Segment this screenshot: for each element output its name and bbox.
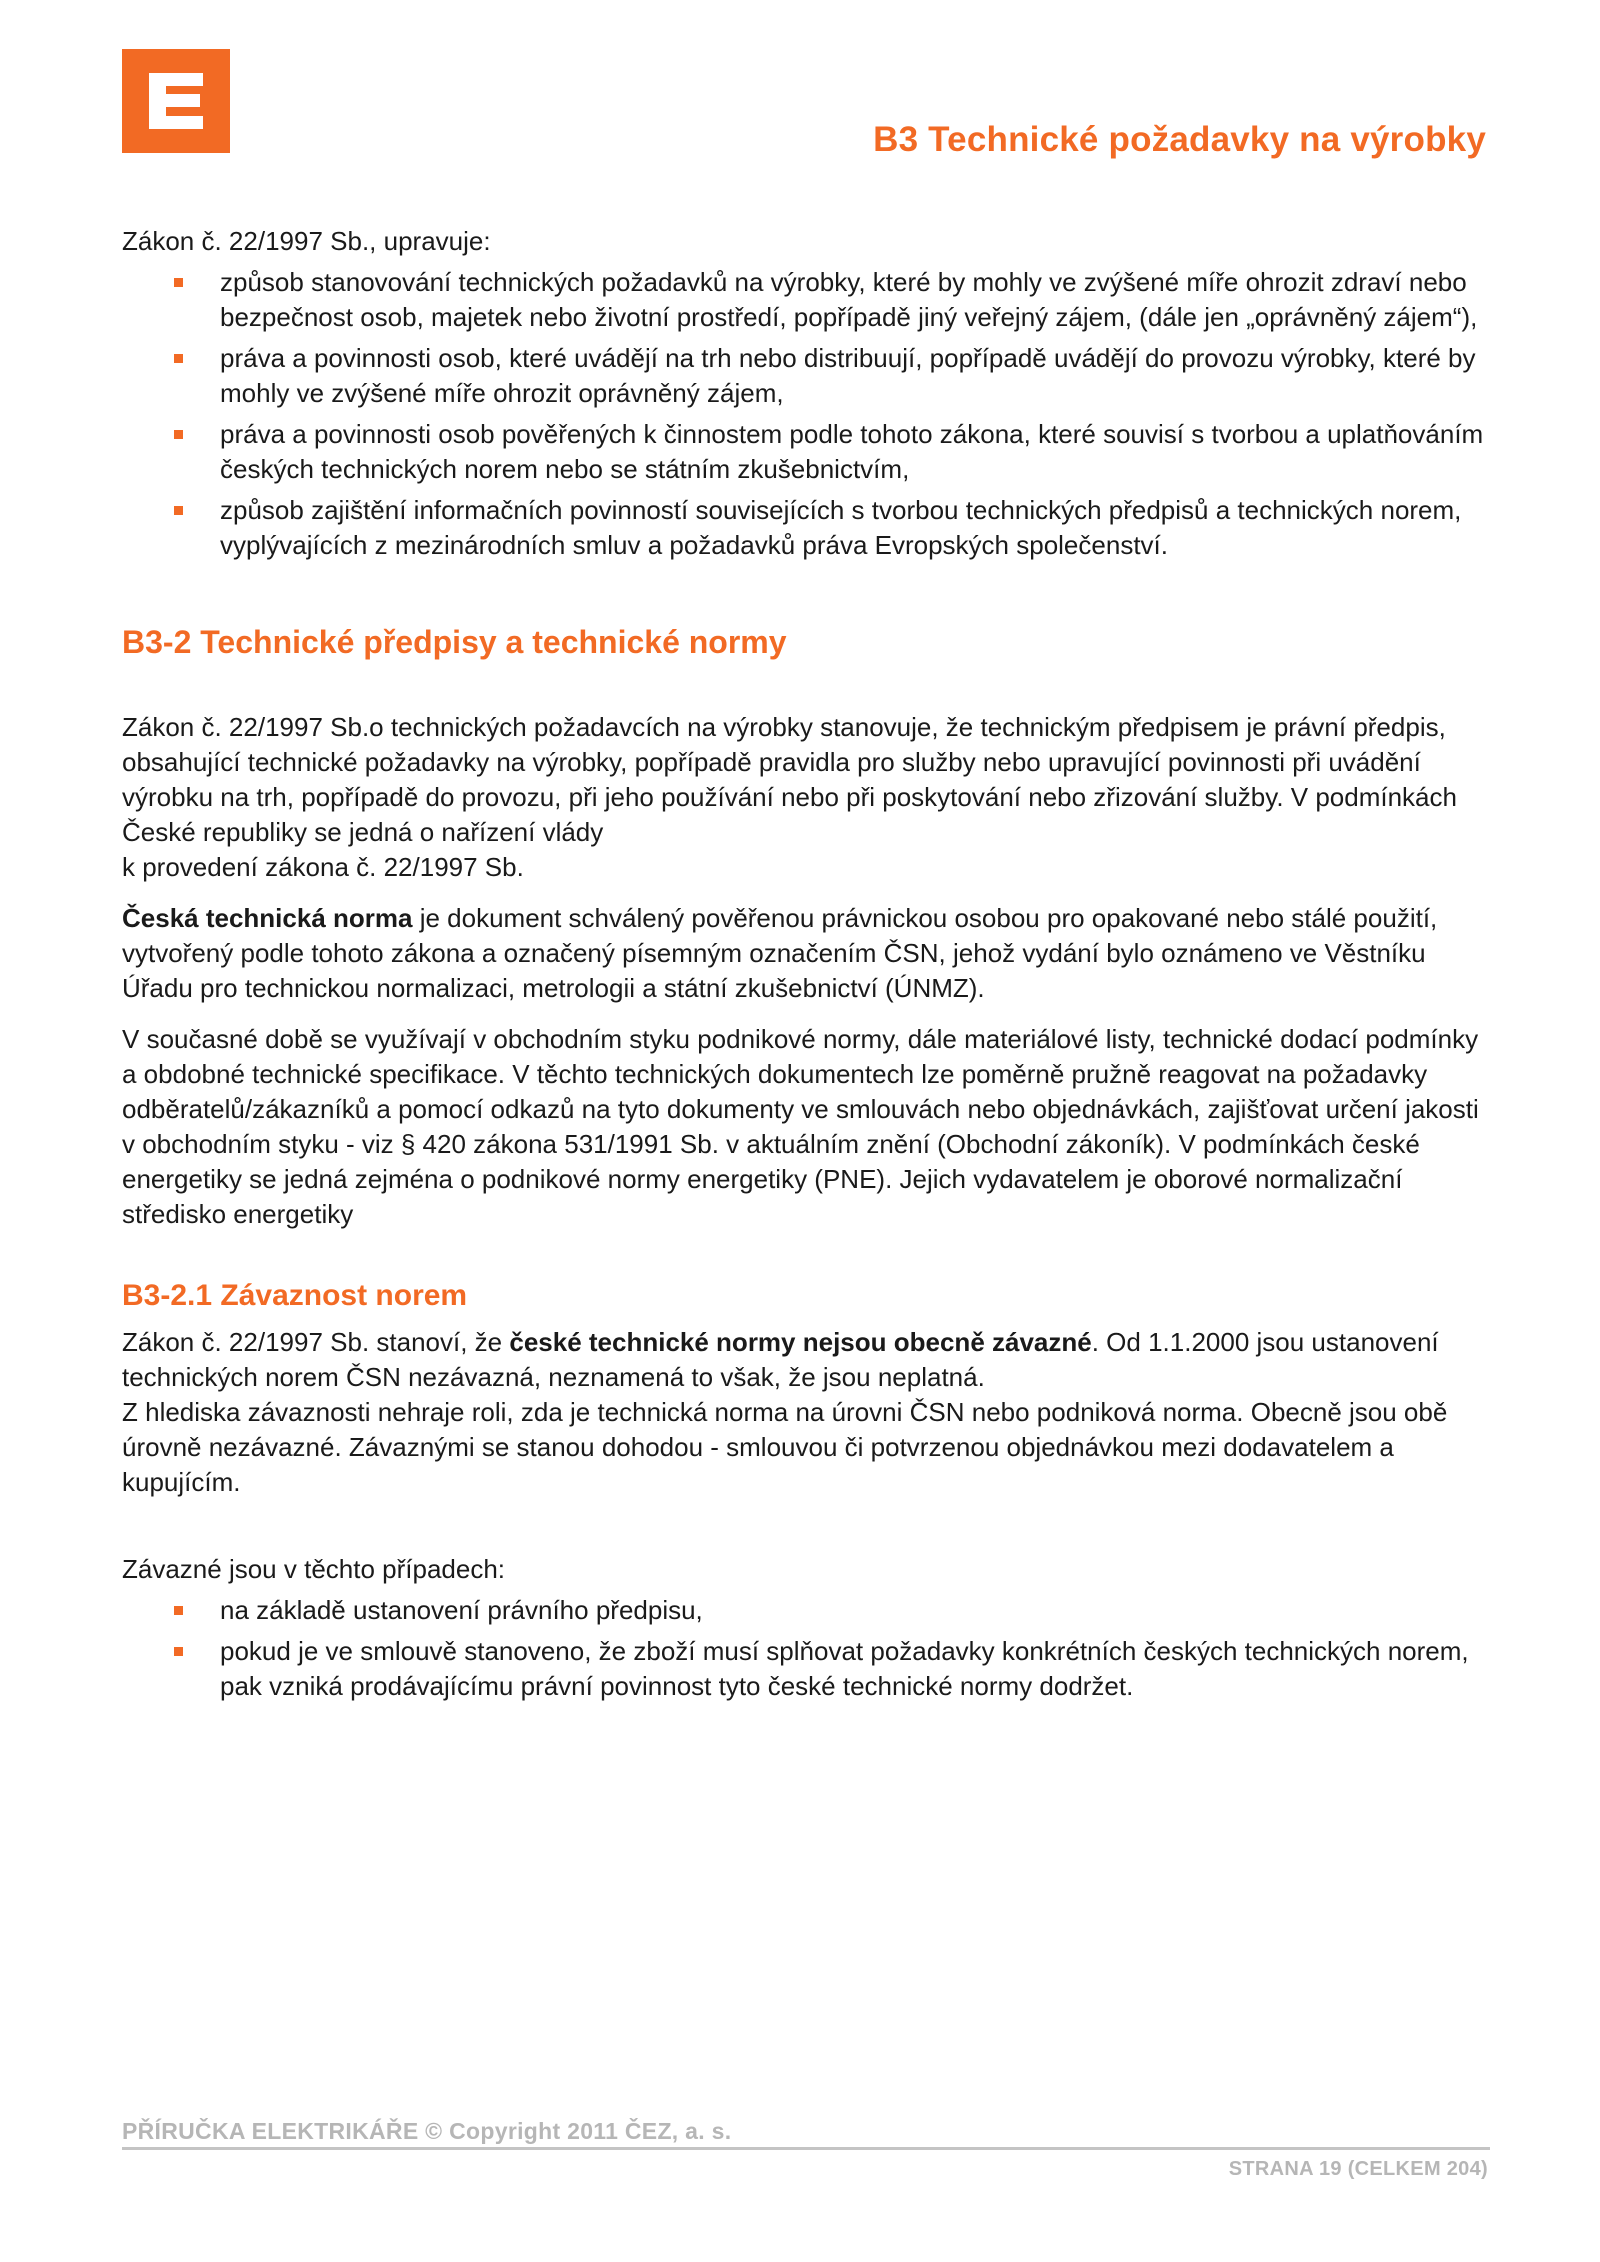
bold-term: Česká technická norma	[122, 903, 413, 933]
section-heading: B3-2 Technické předpisy a technické normy	[122, 624, 787, 660]
binding-cases-list	[122, 1593, 1490, 1704]
paragraph-text: Zákon č. 22/1997 Sb.o technických požadavcích na výrobky stanovuje, že technickým předpisem je právní předpis, obsahující technické požadavky na výrobky, popřípadě pravidla pro služby nebo upravující povinnosti při uvádění výrobku na trh, popřípadě do provozu, při jeho používání nebo při poskytování nebo zřizování služby. V podmínkách České republiky se jedná o nařízení vlády	[122, 712, 1457, 847]
list-item: práva a povinnosti osob pověřených k činnostem podle tohoto zákona, které souvisí s tvorbou a uplatňováním českých technických norem nebo se státním zkušebnictvím,	[122, 417, 1490, 487]
paragraph-text: . Od 1.1.2000 jsou ustanovení technických norem ČSN nezávazná, neznamená to však, že jsou neplatná.	[122, 1327, 1439, 1392]
subsection-heading: B3-2.1 Závaznost norem	[122, 1279, 468, 1312]
paragraph-text: Zákon č. 22/1997 Sb. stanoví, že	[122, 1327, 510, 1357]
paragraph: V současné době se využívají v obchodním styku podnikové normy, dále materiálové listy, technické dodací podmínky a obdobné technické specifikace. V těchto technických dokumentech lze poměrně pružně reagovat na požadavky odběratelů/zákazníků a pomocí odkazů na tyto dokumenty ve smlouvách nebo objednávkách, zajišťovat určení jakosti v obchodním styku - viz § 420 zákona 531/1991 Sb. v aktuálním znění (Obchodní zákoník). V podmínkách české energetiky se jedná zejména o podnikové normy energetiky (PNE). Jejich vydavatelem je oborové normalizační středisko energetiky	[122, 1024, 1479, 1229]
cez-logo	[122, 49, 230, 153]
paragraph	[122, 710, 1490, 885]
list-item: pokud je ve smlouvě stanoveno, že zboží musí splňovat požadavky konkrétních českých technických norem, pak vzniká prodávajícímu právní povinnost tyto české technické normy dodržet.	[122, 1634, 1490, 1704]
paragraph	[122, 1325, 1490, 1395]
list-item: práva a povinnosti osob, které uvádějí na trh nebo distribuují, popřípadě uvádějí do provozu výrobky, které by mohly ve zvýšené míře ohrozit oprávněný zájem,	[122, 341, 1490, 411]
bold-term: české technické normy nejsou obecně závazné	[509, 1327, 1092, 1357]
paragraph-text: je dokument schválený pověřenou právnickou osobou pro opakované nebo stálé použití, vytvořený podle tohoto zákona a označený písemným označením ČSN, jehož vydání bylo oznámeno ve Věstníku Úřadu pro technickou normalizaci, metrologii a státní zkušebnictví (ÚNMZ).	[122, 903, 1438, 1003]
footer-copyright: PŘÍRUČKA ELEKTRIKÁŘE © Copyright 2011 ČEZ, a. s.	[122, 2118, 732, 2144]
footer-divider	[122, 2147, 1490, 2150]
list-item: způsob zajištění informačních povinností souvisejících s tvorbou technických předpisů a technických norem, vyplývajících z mezinárodních smluv a požadavků práva Evropských společenství.	[122, 493, 1490, 563]
paragraph: Z hlediska závaznosti nehraje roli, zda je technická norma na úrovni ČSN nebo podniková norma. Obecně jsou obě úrovně nezávazné. Závaznými se stanou dohodou - smlouvou či potvrzenou objednávkou mezi dodavatelem a kupujícím.	[122, 1397, 1448, 1497]
chapter-title: B3 Technické požadavky na výrobky	[873, 120, 1486, 159]
list-item: na základě ustanovení právního předpisu,	[122, 1593, 1490, 1628]
paragraph	[122, 901, 1490, 1006]
intro-bullet-list	[122, 265, 1490, 563]
intro-text: Zákon č. 22/1997 Sb., upravuje:	[122, 226, 491, 256]
list-item: způsob stanovování technických požadavků na výrobky, které by mohly ve zvýšené míře ohrozit zdraví nebo bezpečnost osob, majetek nebo životní prostředí, popřípadě jiný veřejný zájem, (dále jen „oprávněný zájem“),	[122, 265, 1490, 335]
page-number: STRANA 19 (CELKEM 204)	[1228, 2158, 1488, 2180]
main-content	[122, 224, 1490, 1710]
paragraph-text: k provedení zákona č. 22/1997 Sb.	[122, 852, 524, 882]
paragraph: Závazné jsou v těchto případech:	[122, 1554, 506, 1584]
